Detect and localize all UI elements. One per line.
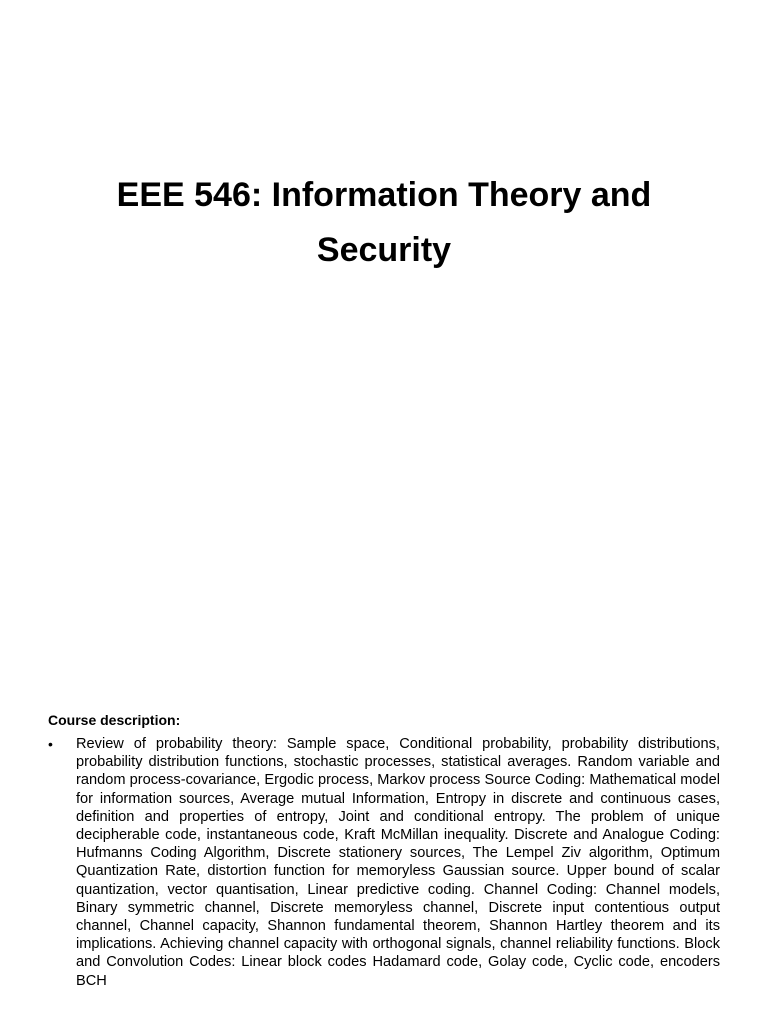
slide-title: EEE 546: Information Theory and Security — [116, 176, 652, 269]
bullet-marker: • — [48, 736, 53, 752]
description-bullet-item — [48, 735, 720, 990]
description-body-text: Review of probability theory: Sample space, Conditional probability, probability distributions, probability distribution functions, stochastic processes, statistical averages. Random variable and random process-covariance, Ergodic process, Markov process Source Coding: Mathematical model for information sources, Average mutual Information, Entropy in discrete and continuous cases, definition and properties of entropy, Joint and conditional entropy. The problem of unique decipherable code, instantaneous code, Kraft McMillan inequality. Discrete and Analogue Coding: Hufmanns Coding Algorithm, Discrete stationery sources, The Lempel Ziv algorithm, Optimum Quantization Rate, distortion function for memoryless Gaussian source. Upper bound of scalar quantization, vector quantisation, Linear predictive coding. Channel Coding: Channel models, Binary symmetric channel, Discrete memoryless channel, Discrete input contentious output channel, Channel capacity, Shannon fundamental theorem, Shannon Hartley theorem and its implications. Achieving channel capacity with orthogonal signals, channel reliability functions. Block and Convolution Codes: Linear block codes Hadamard code, Golay code, Cyclic code, encoders BCH — [76, 736, 720, 989]
course-description — [48, 710, 720, 990]
course-description-heading: Course description: — [48, 712, 181, 728]
